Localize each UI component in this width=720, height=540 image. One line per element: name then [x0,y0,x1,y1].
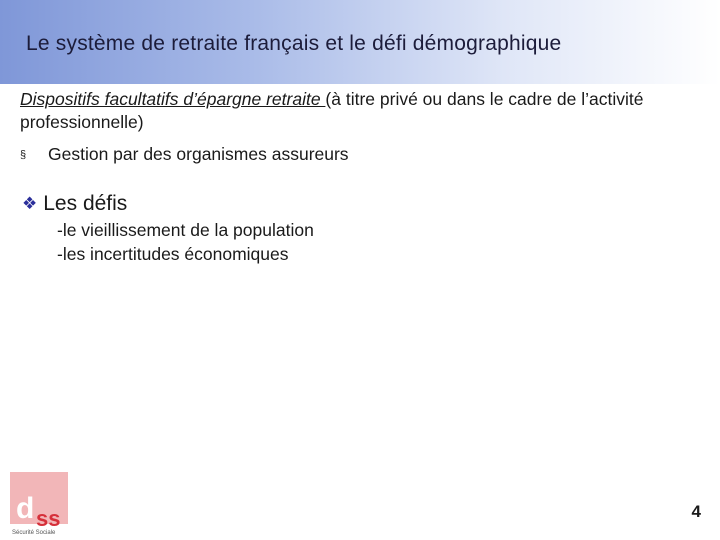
intro-rest-text: (à titre privé ou dans le cadre de l’activité professionnelle) [20,89,644,132]
logo-letters: ss [36,506,61,531]
sub-item: -les incertitudes économiques [57,244,289,264]
intro-underlined-text: Dispositifs facultatifs d’épargne retraite [20,89,326,109]
logo-caption: Sécurité Sociale [12,530,56,536]
slide-title: Le système de retraite français et le défi démographique [26,32,562,55]
page-number: 4 [691,502,701,521]
bullet-text: Gestion par des organismes assureurs [48,144,349,164]
section-heading: Les défis [43,192,128,215]
logo-letter-d: d [16,492,35,525]
diamond-bullet-icon: ❖ [22,194,38,213]
dss-logo [2,470,70,538]
section-heading-row [22,191,127,217]
sub-item: -le vieillissement de la population [57,220,314,240]
bullet-item [20,143,349,166]
intro-paragraph [20,88,680,134]
square-bullet-icon: § [20,149,27,161]
